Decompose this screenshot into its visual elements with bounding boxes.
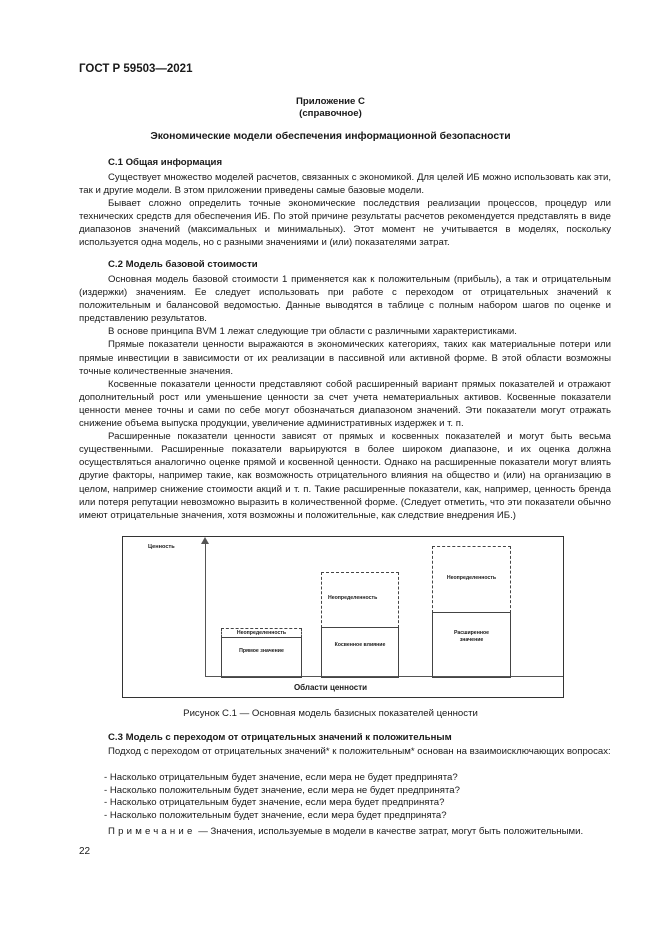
paragraph: Косвенные показатели ценности представляют собой расширенный вариант прямых показателей и отражают дополнительный рост или уменьшение ценности за счет учета нематериальных активов. Косвенные показатели ценности менее точны и сами по себе могут обозначаться диапазоном значений. Эти показатели могут отражать снижение объема выпуска продукции, увеличение административных издержек и т. п. [79,378,611,430]
paragraph: В основе принципа BVM 1 лежат следующие три области с различными характеристиками. [108,326,517,338]
paragraph: Бывает сложно определить точные экономические последствия реализации процессов, процедур или технических средств для обеспечения ИБ. По этой причине результаты расчетов рекомендуется представлять в виде диапазонов значений (максимальных и минимальных). Этот момент не учитывается в моделях, поскольку используется одна модель, но с разными значениями и (или) показателями затрат. [79,198,611,249]
annex-heading: Экономические модели обеспечения информационной безопасности [150,131,511,142]
question-list [104,772,460,822]
standard-id: ГОСТ Р 59503—2021 [79,63,193,75]
section-c3-title: С.3 Модель с переходом от отрицательных значений к положительным [108,732,452,743]
note [108,826,583,837]
figure-caption: Рисунок С.1 — Основная модель базисных показателей ценности [183,708,478,719]
note-label: Примечание [108,826,196,837]
bar-3-label: Расширенное значение [453,630,490,643]
bar-2-uncertainty [321,572,399,628]
paragraph: Расширенные показатели ценности зависят от прямых и косвенных показателей и могут быть весьма существенными. Расширенные показатели варьируются в более широком диапазоне, и их оценка должна осуществляться аналогично оценке прямой и косвенной ценности. Однако на расширенные показатели могут влиять другие факторы, например такие, как возможность отрицательного влияния на общество и (или) на организацию в целом, например снижение стоимости акций и т. п. Такие расширенные показатели, как, например, ценность бренда или потеря репутации невозможно выразить в количественной форме. (Следует отметить, что эти показатели обычно имеют отрицательные значения, хотя возможны и положительные, как следствие внедрения ИБ.) [79,431,611,521]
x-axis-label: Области ценности [293,683,368,692]
annex-title: Приложение С [296,96,365,107]
section-c2-body [79,273,611,522]
bar-3-uncertainty [432,546,511,613]
bar-1-direct-value [221,637,302,678]
page-number: 22 [79,846,91,857]
section-c1-body [79,171,611,250]
list-item: - Насколько отрицательным будет значение, если мера будет предпринята? [104,797,445,809]
list-item: - Насколько положительным будет значение, если мера не будет предпринята? [104,784,460,796]
section-c3-body [79,745,611,758]
paragraph: Основная модель базовой стоимости 1 применяется как к положительным (прибыль), а так и отрицательным (издержки) значениям. Ее следует использовать при работе с переходом от отрицательных значений к положительным и балансовой ведомостью. Данные выводятся в таблице с полным набором шагов по оценке и представлению результатов. [79,274,611,325]
annex-subtitle: (справочное) [299,108,362,119]
section-c1-title: С.1 Общая информация [108,157,223,168]
bar-3-uncertainty-label: Неопределенность [446,575,497,581]
paragraph: Прямые показатели ценности выражаются в экономических категориях, таких как материальные потери или прямые инвестиции в зависимости от их реализации в пассивной или активной форме. В этой области возможны точные количественные значения. [79,339,611,377]
bar-2-uncertainty-label: Неопределенность [328,595,378,601]
list-item: - Насколько отрицательным будет значение, если мера не будет предпринята? [104,772,458,783]
paragraph: Существует множество моделей расчетов, связанных с экономикой. Для целей ИБ можно использовать как эти, так и другие модели. В этом приложении приведены самые базовые модели. [79,172,611,197]
bar-2-indirect-value [321,627,399,678]
note-text: — Значения, используемые в модели в качестве затрат, могут быть положительными. [195,826,584,837]
bar-3-extended-value [432,612,511,678]
paragraph: Подход с переходом от отрицательных значений* к положительным* основан на взаимоисключающих вопросах: [108,746,611,757]
bar-2-label: Косвенное влияние [334,642,386,648]
list-item: - Насколько положительным будет значение, если мера будет предпринята? [104,809,447,821]
bar-1-label: Прямое значение [239,648,284,654]
y-axis [205,541,206,677]
section-c2-title: С.2 Модель базовой стоимости [108,259,258,270]
bar-1-uncertainty-label: Неопределенность [236,630,287,636]
y-axis-label: Ценность [148,544,175,550]
